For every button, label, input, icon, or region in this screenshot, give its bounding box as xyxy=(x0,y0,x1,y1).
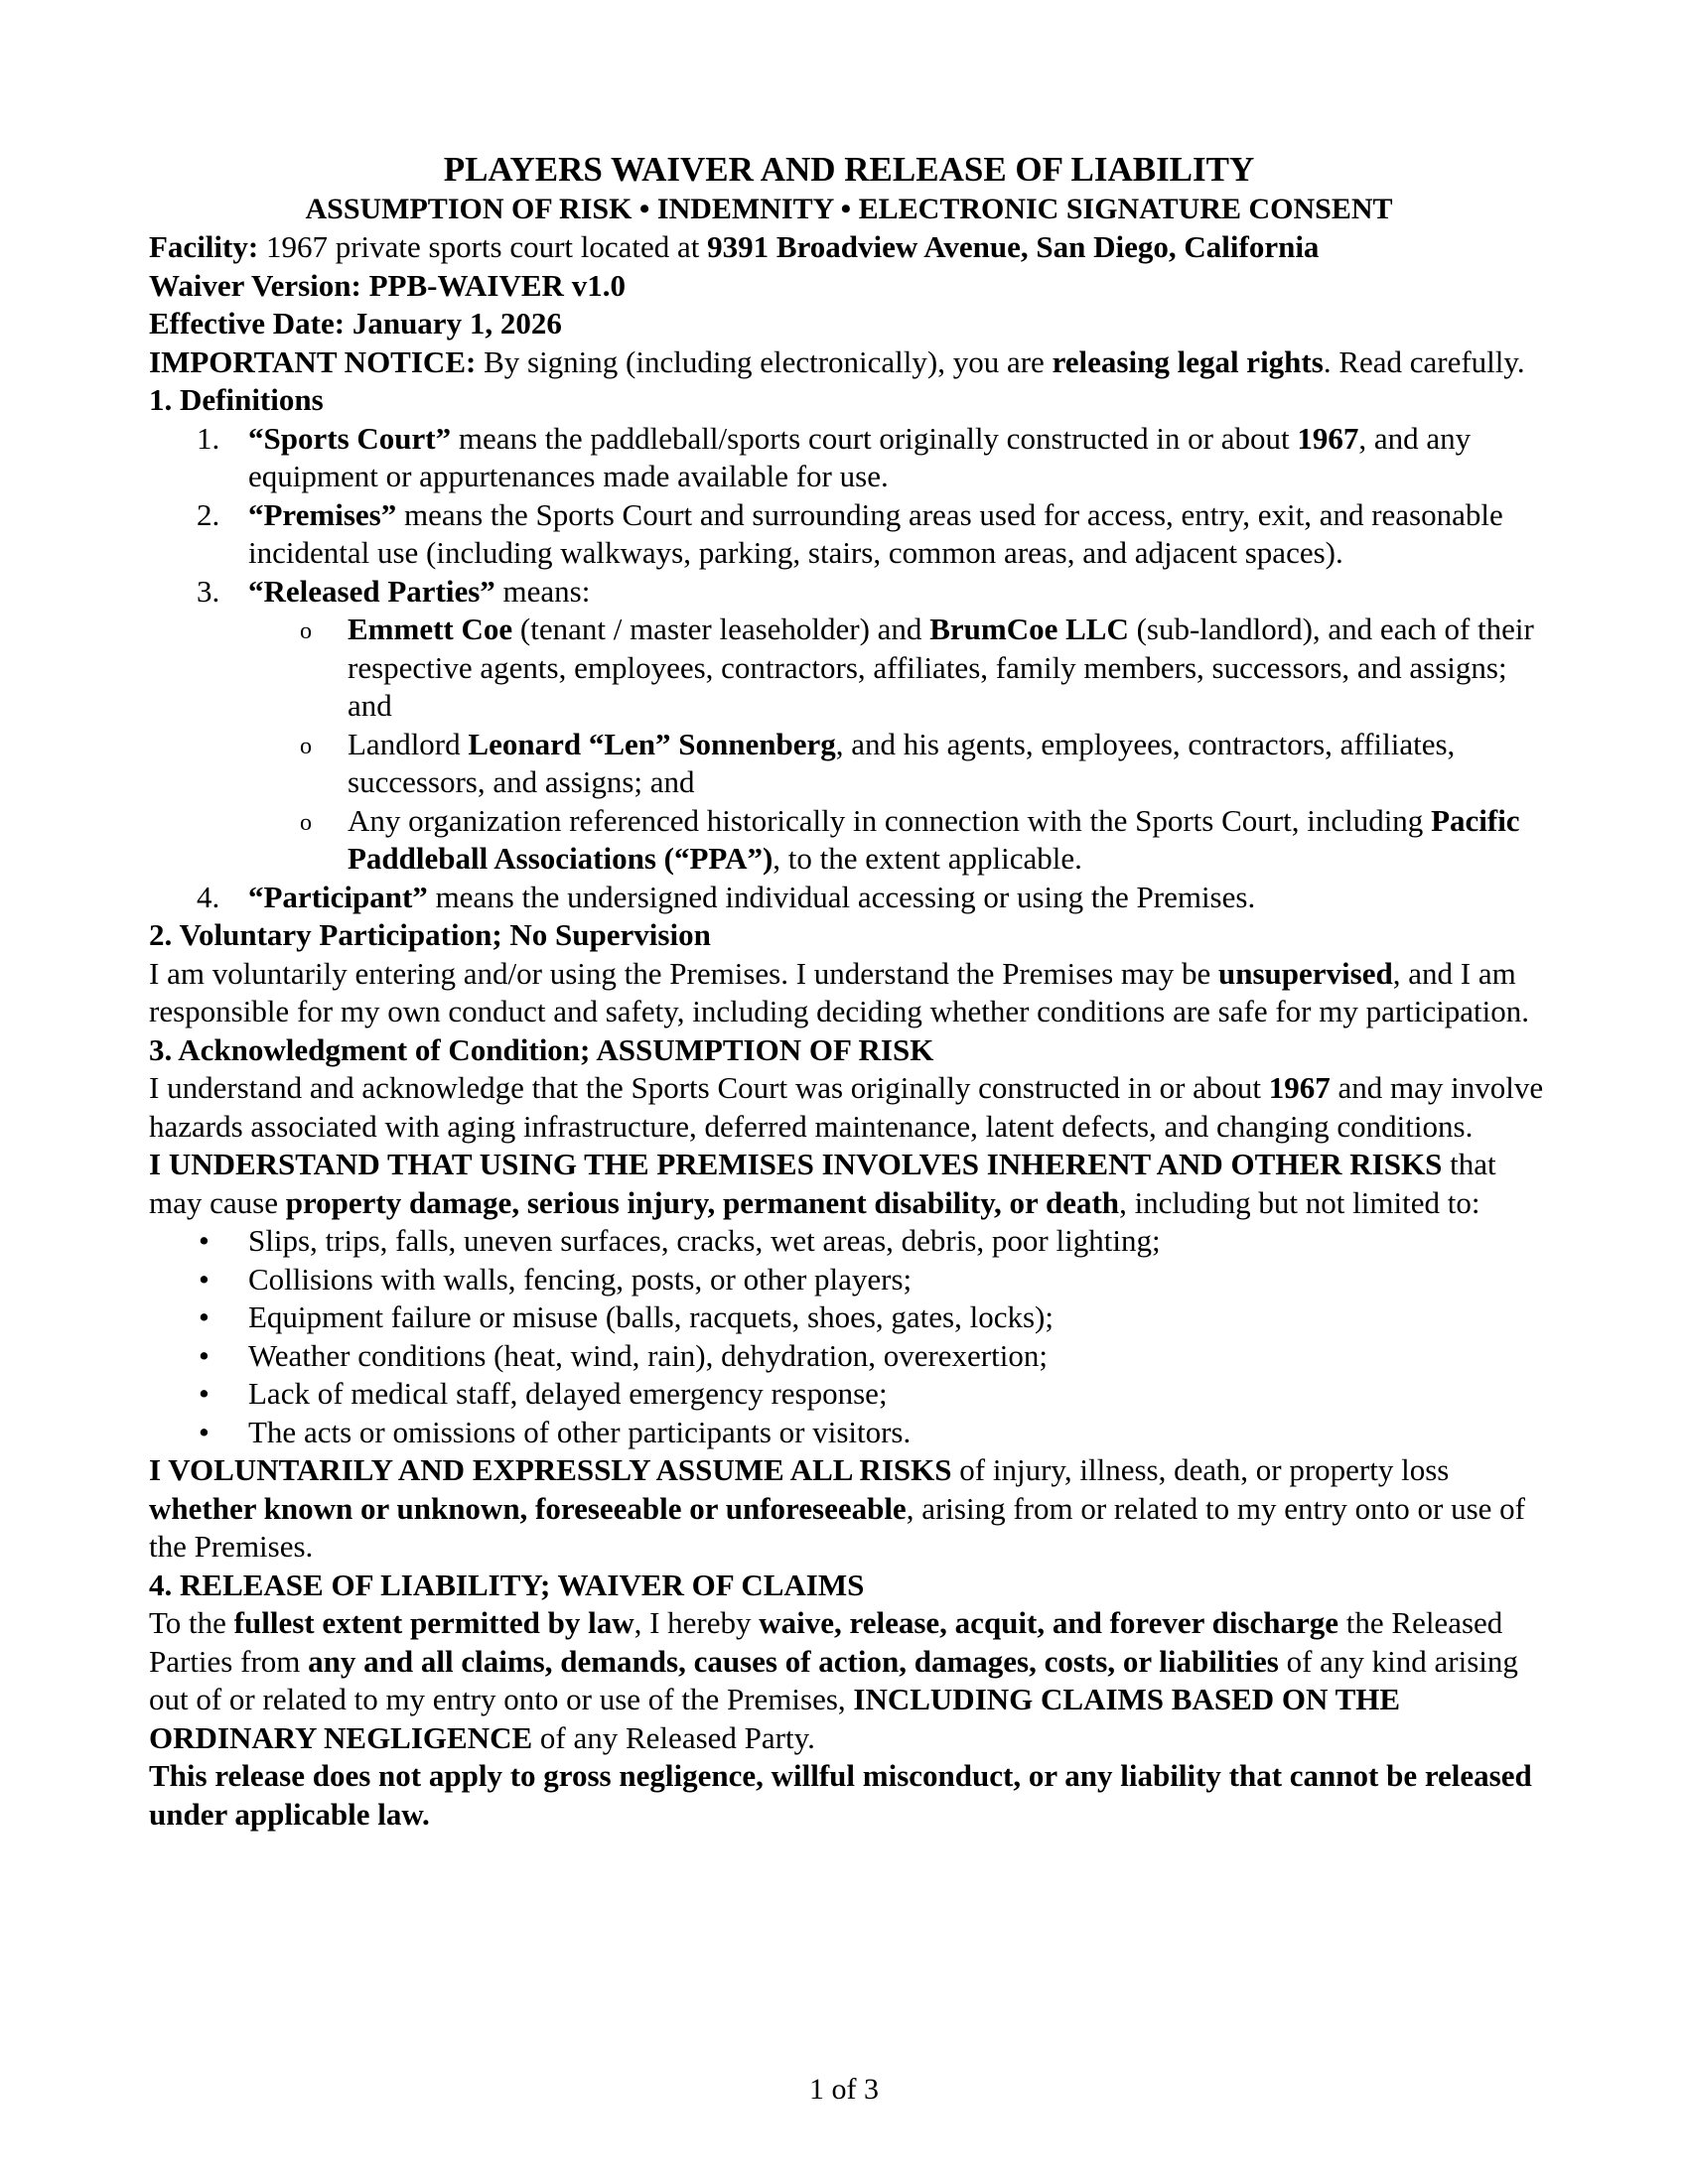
important-notice: IMPORTANT NOTICE: By signing (including electronically), you are releasing legal rights. Read carefully. xyxy=(149,343,1525,379)
list-item: • The acts or omissions of other participants or visitors. xyxy=(248,1414,1549,1452)
page-number: 1 of 3 xyxy=(809,2073,879,2106)
list-item: • Slips, trips, falls, uneven surfaces, cracks, wet areas, debris, poor lighting; xyxy=(248,1222,1549,1261)
list-item: • Lack of medical staff, delayed emergency response; xyxy=(248,1375,1549,1414)
definition-item: 3. “Released Parties” means: o Emmett Coe (tenant / master leaseholder) and BrumCoe LLC (sub-landlord), and each of their respective agents, employees, contractors, affiliates, family members, successors, and assigns; and o Landlord Leonard “Len” Sonnenberg, and his agents, employees, contractors, affiliates, successors, and assigns; and o Any organization referenced historically in connection with the Sports Court, including Pacific Paddleball Associations (“PPA”), to the extent applicable. xyxy=(248,573,1549,879)
circle-bullet-icon: o xyxy=(300,809,312,836)
document-subtitle: ASSUMPTION OF RISK • INDEMNITY • ELECTRONIC SIGNATURE CONSENT xyxy=(305,193,1393,225)
definitions-list xyxy=(149,420,1549,917)
definition-item: 1. “Sports Court” means the paddleball/sports court originally constructed in or about 1967, and any equipment or appurtenances made available for use. xyxy=(197,420,1472,493)
facility-address: 9391 Broadview Avenue, San Diego, California xyxy=(707,229,1320,264)
bullet-icon: • xyxy=(199,1223,210,1258)
section-3-para-1: I understand and acknowledge that the Sports Court was originally constructed in or about 1967 and may involve hazards associated with aging infrastructure, deferred maintenance, latent defects, and changing conditions. xyxy=(149,1070,1544,1144)
section-1-heading: 1. Definitions xyxy=(149,382,324,417)
section-3-heading: 3. Acknowledgment of Condition; ASSUMPTION OF RISK xyxy=(149,1031,934,1067)
sub-list-item: o Emmett Coe (tenant / master leaseholder) and BrumCoe LLC (sub-landlord), and each of their respective agents, employees, contractors, affiliates, family members, successors, and assigns; and xyxy=(300,612,1534,723)
waiver-version: Waiver Version: PPB-WAIVER v1.0 xyxy=(149,267,626,303)
facility-label: Facility: xyxy=(149,229,259,264)
circle-bullet-icon: o xyxy=(300,618,312,644)
effective-date: Effective Date: January 1, 2026 xyxy=(149,306,562,341)
sub-list-item: o Any organization referenced historically in connection with the Sports Court, including Pacific Paddleball Associations (“PPA”), to the extent applicable. xyxy=(300,802,1520,876)
bullet-icon: • xyxy=(199,1337,210,1373)
bullet-icon: • xyxy=(199,1261,210,1297)
list-item: • Equipment failure or misuse (balls, racquets, shoes, gates, locks); xyxy=(248,1298,1549,1337)
definition-item: 2. “Premises” means the Sports Court and surrounding areas used for access, entry, exit, and reasonable incidental use (including walkways, parking, stairs, common areas, and adjacent spaces). xyxy=(197,496,1503,570)
list-item: • Weather conditions (heat, wind, rain), dehydration, overexertion; xyxy=(248,1337,1549,1376)
facility-line: Facility: 1967 private sports court located at 9391 Broadview Avenue, San Diego, California xyxy=(149,229,1320,264)
list-item: • Collisions with walls, fencing, posts, or other players; xyxy=(248,1261,1549,1299)
document-title: PLAYERS WAIVER AND RELEASE OF LIABILITY xyxy=(443,150,1255,189)
section-3-para-2: I UNDERSTAND THAT USING THE PREMISES INVOLVES INHERENT AND OTHER RISKS that may cause property damage, serious injury, permanent disability, or death, including but not limited to: xyxy=(149,1147,1496,1220)
risk-list xyxy=(149,1222,1549,1451)
document-page xyxy=(149,149,1549,1834)
bullet-icon: • xyxy=(199,1376,210,1411)
sub-list-item: o Landlord Leonard “Len” Sonnenberg, and his agents, employees, contractors, affiliates, successors, and assigns; and xyxy=(300,726,1456,799)
section-2-heading: 2. Voluntary Participation; No Supervision xyxy=(149,917,711,952)
released-parties-list xyxy=(248,611,1549,879)
definition-item: 4. “Participant” means the undersigned individual accessing or using the Premises. xyxy=(197,879,1256,914)
section-3-para-3: I VOLUNTARILY AND EXPRESSLY ASSUME ALL RISKS of injury, illness, death, or property loss whether known or unknown, foreseeable or unforeseeable, arising from or related to my entry onto or use of the Premises. xyxy=(149,1452,1525,1564)
section-4-body: To the fullest extent permitted by law, I hereby waive, release, acquit, and forever discharge the Released Parties from any and all claims, demands, causes of action, damages, costs, or liabilities of any kind arising out of or related to my entry onto or use of the Premises, INCLUDING CLAIMS BASED ON THE ORDINARY NEGLIGENCE of any Released Party. xyxy=(149,1605,1518,1755)
bullet-icon: • xyxy=(199,1414,210,1449)
circle-bullet-icon: o xyxy=(300,733,312,759)
section-4-heading: 4. RELEASE OF LIABILITY; WAIVER OF CLAIMS xyxy=(149,1567,865,1602)
section-4-exception: This release does not apply to gross negligence, willful misconduct, or any liability that cannot be released under applicable law. xyxy=(149,1758,1532,1832)
bullet-icon: • xyxy=(199,1299,210,1334)
section-2-body: I am voluntarily entering and/or using the Premises. I understand the Premises may be unsupervised, and I am responsible for my own conduct and safety, including deciding whether conditions are safe for my participation. xyxy=(149,955,1530,1028)
